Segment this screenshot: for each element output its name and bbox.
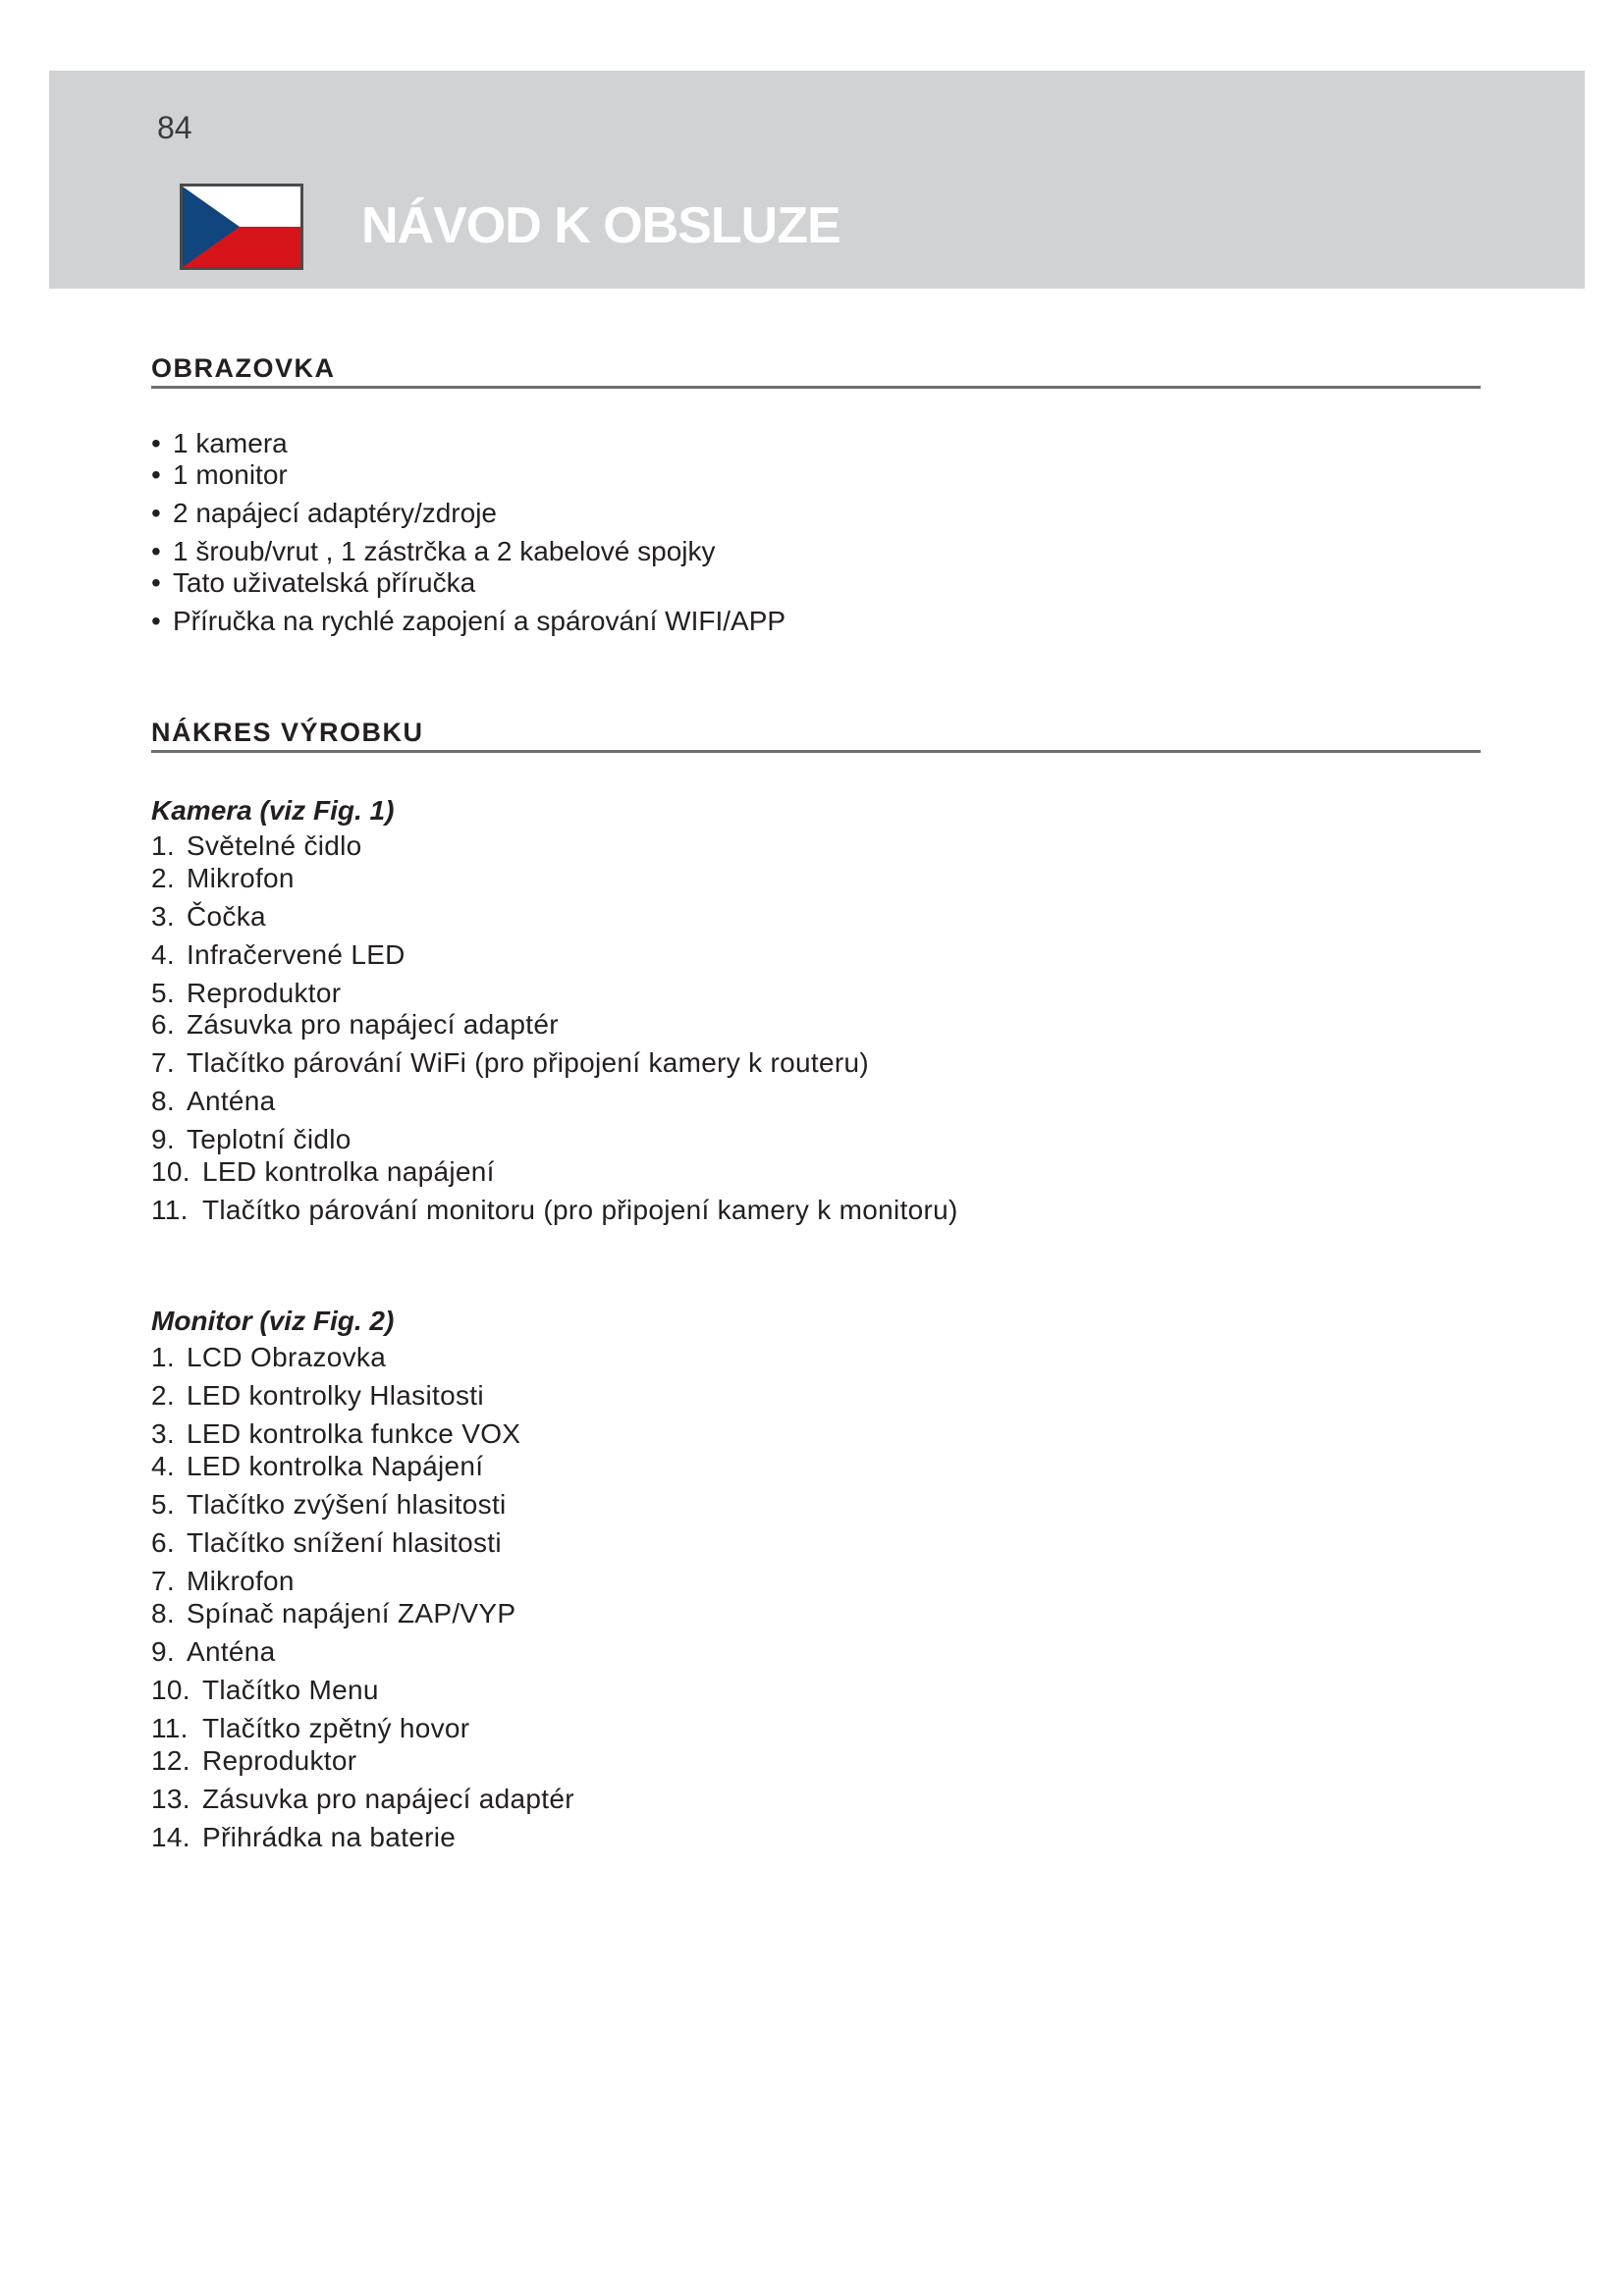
camera-part-item: 8. Anténa <box>151 1086 276 1116</box>
camera-part-item: 11. Tlačítko párování monitoru (pro připojení kamery k monitoru) <box>151 1195 958 1225</box>
monitor-part-item: 3. LED kontrolka funkce VOX <box>151 1418 521 1449</box>
monitor-part-item: 8. Spínač napájení ZAP/VYP <box>151 1598 516 1629</box>
document-title: NÁVOD K OBSLUZE <box>361 197 840 254</box>
monitor-part-item: 4. LED kontrolka Napájení <box>151 1451 484 1481</box>
monitor-part-item: 11. Tlačítko zpětný hovor <box>151 1713 470 1743</box>
bullet: • <box>151 567 161 598</box>
monitor-part-item: 1. LCD Obrazovka <box>151 1342 387 1372</box>
list-item: • 2 napájecí adaptéry/zdroje <box>151 498 497 528</box>
bullet: • <box>151 498 161 528</box>
monitor-part-item: 9. Anténa <box>151 1636 276 1667</box>
monitor-part-item: 13. Zásuvka pro napájecí adaptér <box>151 1784 574 1814</box>
list-item: • 1 kamera <box>151 428 288 458</box>
camera-subheading: Kamera (viz Fig. 1) <box>151 795 395 826</box>
camera-part-item: 6. Zásuvka pro napájecí adaptér <box>151 1009 559 1040</box>
monitor-part-item: 7. Mikrofon <box>151 1566 295 1596</box>
monitor-part-item: 5. Tlačítko zvýšení hlasitosti <box>151 1489 507 1520</box>
czech-flag-icon <box>180 184 303 270</box>
camera-part-item: 7. Tlačítko párování WiFi (pro připojení kamery k routeru) <box>151 1047 869 1078</box>
section-heading-screen: OBRAZOVKA <box>151 353 1481 389</box>
list-item: • Příručka na rychlé zapojení a spárování WIFI/APP <box>151 606 786 636</box>
camera-part-item: 5. Reproduktor <box>151 978 342 1008</box>
camera-part-item: 4. Infračervené LED <box>151 939 406 970</box>
bullet: • <box>151 606 161 636</box>
camera-part-item: 1. Světelné čidlo <box>151 830 362 861</box>
camera-part-item: 2. Mikrofon <box>151 863 295 893</box>
list-item: • Tato uživatelská příručka <box>151 567 476 598</box>
camera-part-item: 10. LED kontrolka napájení <box>151 1156 495 1187</box>
monitor-part-item: 10. Tlačítko Menu <box>151 1675 379 1705</box>
page-number: 84 <box>157 110 192 145</box>
camera-part-item: 9. Teplotní čidlo <box>151 1124 352 1154</box>
bullet: • <box>151 428 161 458</box>
monitor-part-item: 2. LED kontrolky Hlasitosti <box>151 1380 484 1411</box>
camera-part-item: 3. Čočka <box>151 901 266 932</box>
monitor-part-item: 14. Přihrádka na baterie <box>151 1822 457 1852</box>
bullet: • <box>151 536 161 566</box>
monitor-subheading: Monitor (viz Fig. 2) <box>151 1306 395 1336</box>
bullet: • <box>151 459 161 490</box>
list-item: • 1 šroub/vrut , 1 zástrčka a 2 kabelové spojky <box>151 536 716 566</box>
list-item: • 1 monitor <box>151 459 288 490</box>
monitor-part-item: 12. Reproduktor <box>151 1745 357 1776</box>
monitor-part-item: 6. Tlačítko snížení hlasitosti <box>151 1527 502 1558</box>
section-heading-drawing: NÁKRES VÝROBKU <box>151 718 1481 753</box>
